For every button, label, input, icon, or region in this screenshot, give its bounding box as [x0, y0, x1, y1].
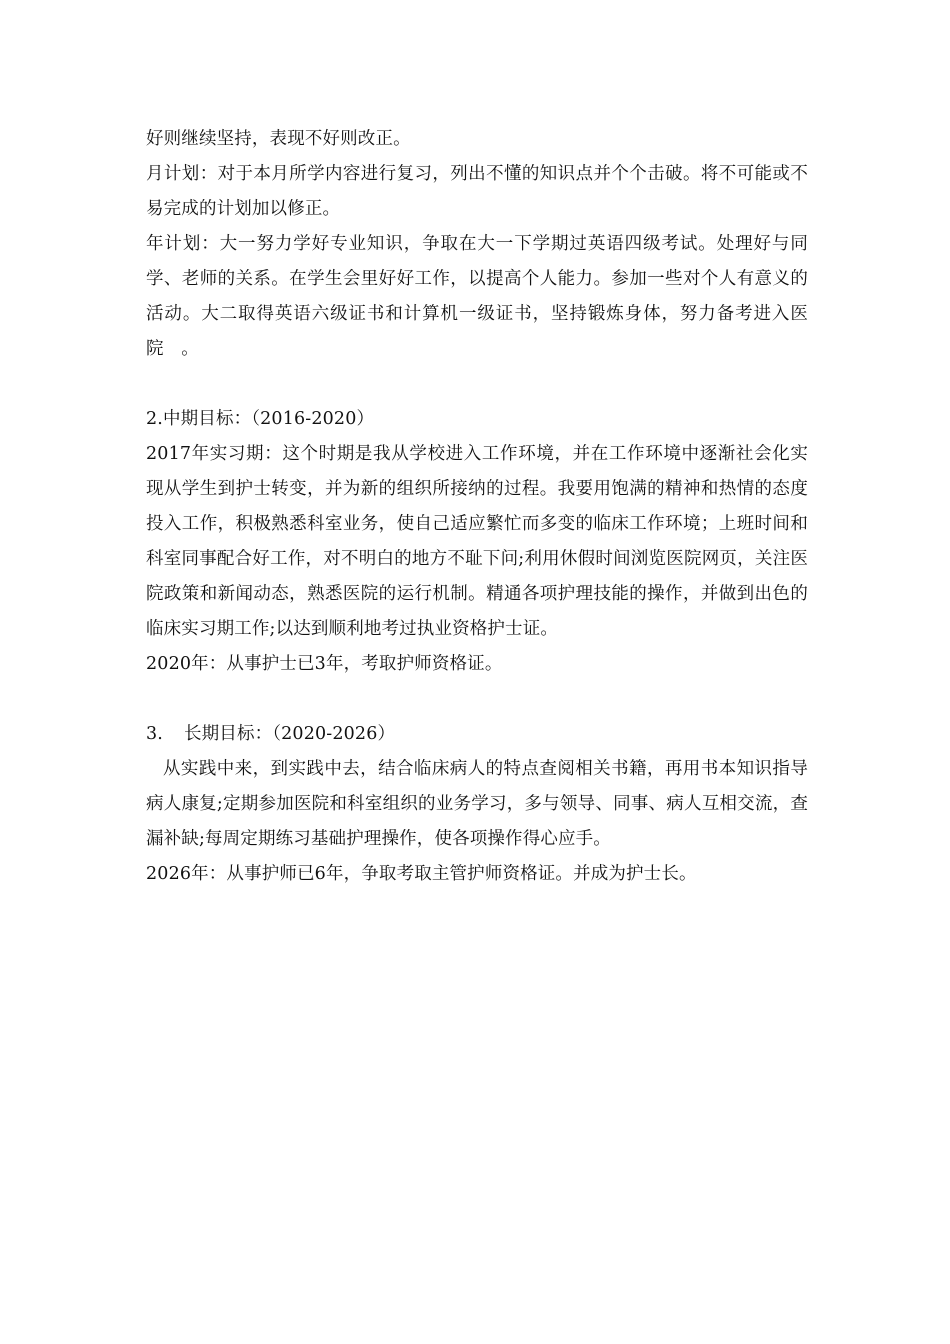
document-body: [146, 122, 808, 892]
spacer: [146, 367, 808, 402]
heading-mid-term-goal: 2.中期目标：（2016-2020）: [146, 409, 375, 429]
paragraph-practice: 从实践中来，到实践中去，结合临床病人的特点查阅相关书籍，再用书本知识指导病人康复;定期参加医院和科室组织的业务学习，多与领导、同事、病人互相交流，查漏补缺;每周定期练习基础护理操作，使各项操作得心应手。: [146, 759, 808, 849]
heading-number: 3.: [146, 724, 163, 744]
paragraph-monthly-plan: 月计划：对于本月所学内容进行复习，列出不懂的知识点并个个击破。将不可能或不易完成的计划加以修正。: [146, 164, 808, 219]
paragraph-internship: 2017年实习期：这个时期是我从学校进入工作环境，并在工作环境中逐渐社会化实现从学生到护士转变，并为新的组织所接纳的过程。我要用饱满的精神和热情的态度投入工作，积极熟悉科室业务，使自己适应繁忙而多变的临床工作环境；上班时间和科室同事配合好工作，对不明白的地方不耻下问;利用休假时间浏览医院网页，关注医院政策和新闻动态，熟悉医院的运行机制。精通各项护理技能的操作，并做到出色的临床实习期工作;以达到顺利地考过执业资格护士证。: [146, 444, 808, 639]
paragraph-2020-goal: 2020年：从事护士已3年，考取护师资格证。: [146, 654, 503, 674]
spacer: [146, 682, 808, 717]
heading-long-term-goal: [146, 717, 808, 752]
heading-text: 长期目标：（2020-2026）: [184, 724, 396, 744]
paragraph-2026-goal: 2026年：从事护师已6年，争取考取主管护师资格证。并成为护士长。: [146, 864, 697, 884]
paragraph-yearly-plan: 年计划：大一努力学好专业知识，争取在大一下学期过英语四级考试。处理好与同学、老师的关系。在学生会里好好工作，以提高个人能力。参加一些对个人有意义的活动。大二取得英语六级证书和计算机一级证书，坚持锻炼身体，努力备考进入医院 。: [146, 234, 808, 359]
paragraph-weekly-plan-end: 好则继续坚持，表现不好则改正。: [146, 129, 411, 149]
